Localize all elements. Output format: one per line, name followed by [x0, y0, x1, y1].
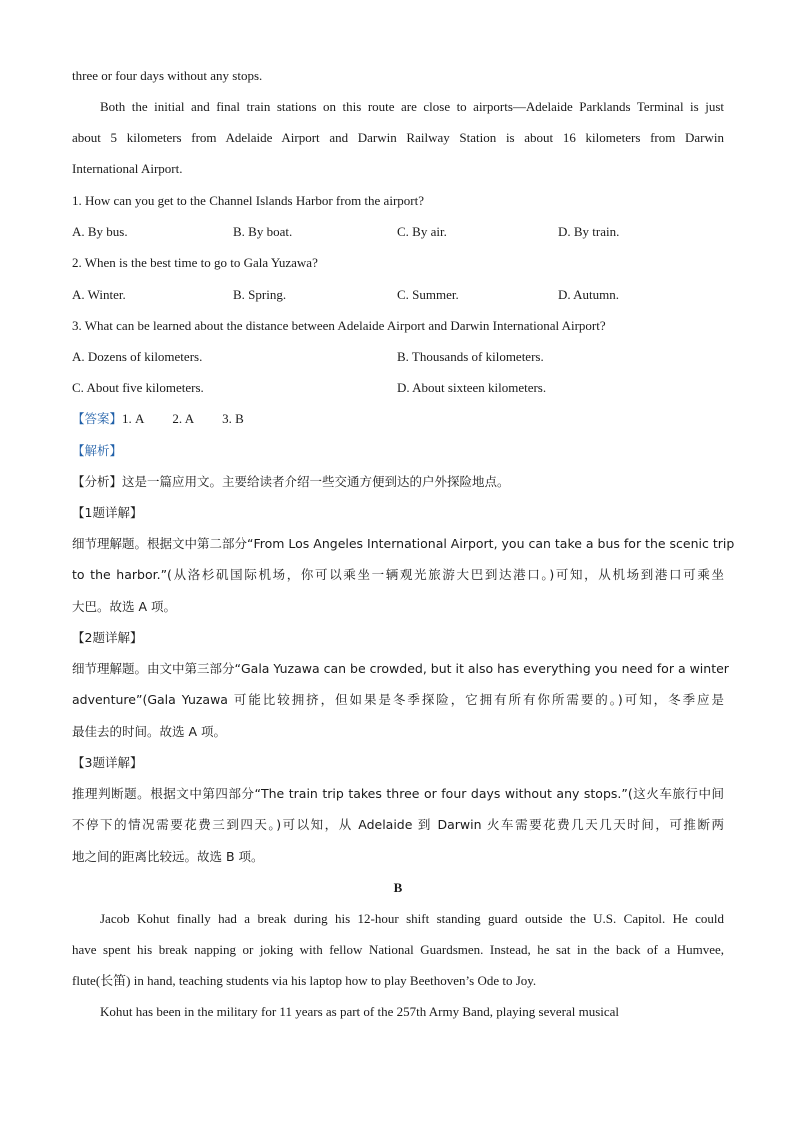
option-d: D. About sixteen kilometers. — [397, 380, 547, 395]
analysis-line: 细节理解题。由文中第三部分“Gala Yuzawa can be crowded, but it also has everything you need for a winter — [72, 661, 729, 676]
option-a: A. Dozens of kilometers. — [72, 349, 203, 364]
analysis-line: 地之间的距离比较远。故选 B 项。 — [72, 849, 264, 864]
answer-line — [72, 409, 724, 429]
q1-detail-title: 【1题详解】 — [72, 505, 143, 520]
paragraph-line: Both the initial and final train stations on this route are close to airports—Adelaide Parklands Terminal is just — [100, 99, 724, 114]
analysis-label: 【解析】 — [72, 443, 123, 458]
analysis-line: to the harbor.”(从洛杉矶国际机场，你可以乘坐一辆观光旅游大巴到达港口。)可知，从机场到港口可乘坐 — [72, 567, 724, 582]
option-b: B. Thousands of kilometers. — [397, 349, 544, 364]
answer-item: 2. A — [172, 411, 195, 426]
analysis-line: 细节理解题。根据文中第二部分“From Los Angeles International Airport, you can take a bus for the scenic trip — [72, 536, 735, 551]
option-b: B. Spring. — [233, 287, 287, 302]
paragraph-line: have spent his break napping or joking with fellow National Guardsmen. Instead, he sat in the back of a Humvee, — [72, 942, 724, 957]
paragraph-line: about 5 kilometers from Adelaide Airport and Darwin Railway Station is about 16 kilometers from Darwin — [72, 130, 724, 145]
paragraph-line: Kohut has been in the military for 11 years as part of the 257th Army Band, playing several musical — [100, 1004, 620, 1019]
section-heading: B — [393, 880, 403, 895]
paragraph-line: flute(长笛) in hand, teaching students via his laptop how to play Beethoven’s Ode to Joy. — [72, 973, 537, 988]
analysis-line: 大巴。故选 A 项。 — [72, 599, 176, 614]
answer-item: 1. A — [122, 411, 145, 426]
question-stem: 1. How can you get to the Channel Islands Harbor from the airport? — [72, 193, 424, 208]
options-row — [72, 285, 724, 305]
options-row — [72, 347, 724, 367]
paragraph-line: International Airport. — [72, 161, 183, 176]
option-b: B. By boat. — [233, 224, 293, 239]
question-stem: 2. When is the best time to go to Gala Yuzawa? — [72, 255, 318, 270]
option-c: C. By air. — [397, 224, 447, 239]
analysis-summary: 【分析】这是一篇应用文。主要给读者介绍一些交通方便到达的户外探险地点。 — [72, 474, 510, 489]
option-a: A. By bus. — [72, 224, 128, 239]
analysis-line: 最佳去的时间。故选 A 项。 — [72, 724, 226, 739]
analysis-line: 推理判断题。根据文中第四部分“The train trip takes three or four days without any stops.”(这火车旅行中间 — [72, 786, 724, 801]
answer-item: 3. B — [222, 411, 244, 426]
q2-detail-title: 【2题详解】 — [72, 630, 143, 645]
option-c: C. About five kilometers. — [72, 380, 204, 395]
answer-label: 【答案】 — [72, 411, 123, 426]
question-stem: 3. What can be learned about the distance between Adelaide Airport and Darwin International Airport? — [72, 318, 606, 333]
q3-detail-title: 【3题详解】 — [72, 755, 143, 770]
option-d: D. Autumn. — [558, 287, 620, 302]
paragraph-line: three or four days without any stops. — [72, 68, 263, 83]
option-c: C. Summer. — [397, 287, 459, 302]
option-d: D. By train. — [558, 224, 620, 239]
analysis-line: adventure”(Gala Yuzawa 可能比较拥挤，但如果是冬季探险，它拥有所有你所需要的。)可知，冬季应是 — [72, 692, 724, 707]
options-row — [72, 378, 724, 398]
option-a: A. Winter. — [72, 287, 126, 302]
paragraph-line: Jacob Kohut finally had a break during his 12-hour shift standing guard outside the U.S. Capitol. He could — [100, 911, 724, 926]
options-row — [72, 222, 724, 242]
analysis-line: 不停下的情况需要花费三到四天。)可以知，从 Adelaide 到 Darwin 火车需要花费几天几天时间，可推断两 — [72, 817, 724, 832]
